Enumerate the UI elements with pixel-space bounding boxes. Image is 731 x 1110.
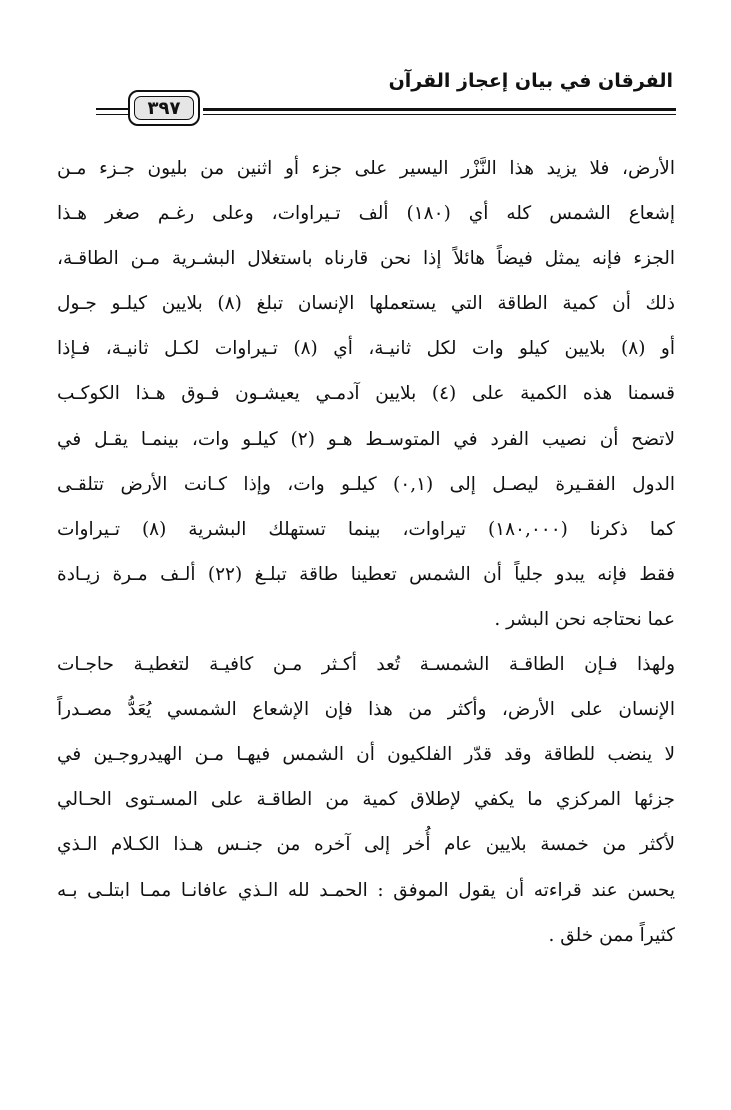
header-rule-left-thin	[96, 114, 130, 115]
text-line: الدول الفقـيرة ليصـل إلى (٠,١) كيلـو وات، وإذا كـانت الأرض تتلقـى	[57, 473, 675, 495]
text-line: الجزء فإنه يمثل فيضاً هائلاً إذا نحن قارناه باستغلال البشـرية مـن الطاقـة،	[57, 248, 675, 270]
text-line: يحسن عند قراءته أن يقول الموفق : الحمـد لله الـذي عافانـا ممـا ابتلـى بـه	[57, 879, 675, 901]
paragraph-1	[57, 146, 675, 642]
paragraph-2	[57, 642, 675, 958]
text-line: أو (٨) بلايين كيلو وات لكل ثانيـة، أي (٨) تـيراوات لكـل ثانيـة، فـإذا	[57, 338, 675, 360]
text-line: كما ذكرنا (١٨٠,٠٠٠) تيراوات، بينما تستهلك البشرية (٨) تـيراوات	[57, 518, 675, 540]
text-line: الأرض، فلا يزيد هذا النَّزْر اليسير على جزء أو اثنين من بليون جـزء مـن	[57, 158, 675, 179]
text-line: قسمنا هذه الكمية على (٤) بلايين آدمـي يعيشـون فـوق هـذا الكوكـب	[57, 383, 675, 405]
text-line: ولهذا فـإن الطاقـة الشمسـة تُعد أكـثر مـن كافيـة لتغطيـة حاجـات	[57, 654, 675, 676]
text-line: جزئها المركزي ما يكفي لإطلاق كمية من الطاقـة على المسـتوى الحـالي	[57, 789, 675, 811]
header-rule-left-thick	[96, 108, 130, 110]
body-text	[57, 146, 675, 958]
text-line: ذلك أن كمية الطاقة التي يستعملها الإنسان تبلغ (٨) بلايين كيلـو جـول	[57, 293, 675, 315]
text-line: فقط فإنه يبدو جلياً أن الشمس تعطينا طاقة تبلـغ (٢٢) ألـف مـرة زيـادة	[57, 563, 675, 585]
page-number: ٣٩٧	[134, 96, 194, 120]
page-number-frame	[128, 90, 200, 126]
text-line: إشعاع الشمس كله أي (١٨٠) ألف تـيراوات، وعلى رغـم صغر هـذا	[57, 203, 675, 225]
header-rule-thick	[203, 108, 676, 111]
header-rule-thin	[203, 114, 676, 115]
text-line: لا ينضب للطاقة وقد قدّر الفلكيون أن الشمس فيهـا مـن الهيدروجـين في	[57, 744, 675, 766]
text-line: لأكثر من خمسة بلايين عام أُخر إلى آخره من جنـس هـذا الكـلام الـذي	[57, 834, 675, 856]
text-line: الإنسان على الأرض، وأكثر من هذا فإن الإشعاع الشمسي يُعَدُّ مصـدراً	[57, 699, 675, 721]
text-line: كثيراً ممن خلق .	[548, 924, 675, 946]
text-line: لاتضح أن نصيب الفرد في المتوسـط هـو (٢) كيلـو وات، بينمـا يقـل في	[57, 428, 675, 450]
text-line: عما نحتاجه نحن البشر .	[494, 608, 675, 630]
running-header-title: الفرقان في بيان إعجاز القرآن	[388, 70, 673, 92]
